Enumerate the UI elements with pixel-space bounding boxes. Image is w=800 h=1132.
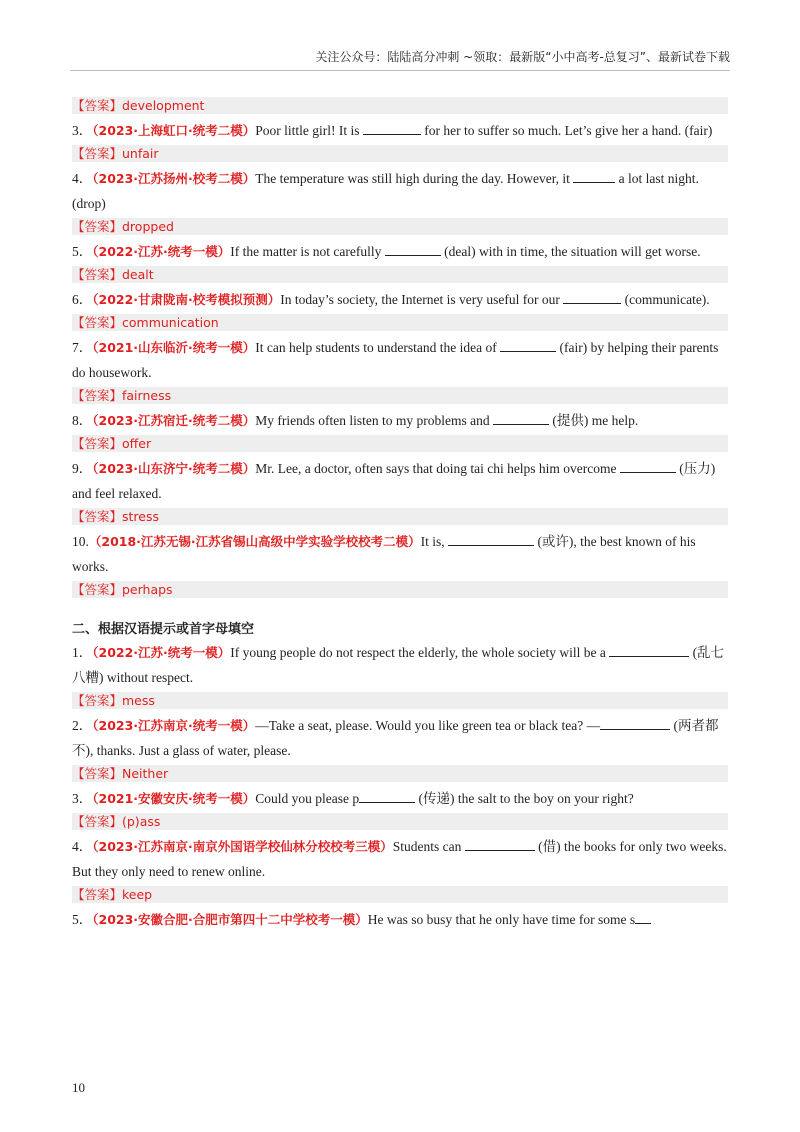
question-text: (传递) the salt to the boy on your right?: [415, 791, 634, 806]
answer-line: 【答案】fairness: [72, 387, 728, 404]
question-source: （2022·江苏·统考一模）: [92, 244, 231, 259]
question-source: （2022·江苏·统考一模）: [92, 645, 231, 660]
answer-line: 【答案】mess: [72, 692, 728, 709]
question-text: The temperature was still high during the day. However, it: [255, 171, 574, 186]
question-number: 9．: [72, 461, 93, 476]
question-text: Students can: [392, 839, 465, 854]
question-text: (借) the books for only two weeks. But they only need to renew online.: [72, 839, 727, 879]
answer-blank: [493, 412, 549, 425]
question-number: 3．: [72, 791, 93, 806]
question-item: [72, 335, 728, 385]
section-heading: 二、根据汉语提示或首字母填空: [72, 622, 255, 637]
answer-blank: [563, 291, 621, 304]
question-item: [72, 408, 728, 433]
question-item: [72, 239, 728, 264]
question-item: [72, 640, 728, 690]
document-body: [72, 95, 728, 932]
question-source: （2021·山东临沂·统考一模）: [92, 340, 256, 355]
question-text: (压力) and feel relaxed.: [72, 461, 716, 501]
question-text: —Take a seat, please. Would you like green tea or black tea? —: [255, 718, 601, 733]
question-text: for her to suffer so much. Let’s give her a hand. (fair): [420, 123, 713, 138]
answer-line: 【答案】unfair: [72, 145, 728, 162]
question-item: [72, 834, 728, 884]
question-text: (提供) me help.: [549, 413, 639, 428]
question-number: 1．: [72, 645, 93, 660]
question-number: 7．: [72, 340, 93, 355]
question-text: Could you please p: [255, 791, 360, 806]
answer-blank: [600, 717, 670, 730]
question-number: 5．: [72, 244, 93, 259]
page-number: 10: [72, 1080, 85, 1095]
answer-blank: [359, 790, 415, 803]
question-text: (两者都不), thanks. Just a glass of water, please.: [72, 718, 719, 758]
answer-line: 【答案】offer: [72, 435, 728, 452]
question-source: （2022·甘肃陇南·校考模拟预测）: [92, 292, 281, 307]
answer-blank: [500, 339, 556, 352]
question-item: [72, 786, 728, 811]
question-text: It is,: [420, 534, 449, 549]
answer-blank: [465, 838, 535, 851]
header-rule: [70, 70, 730, 71]
question-number: 2．: [72, 718, 93, 733]
answer-blank: [635, 911, 651, 924]
page-header: 关注公众号：陆陆高分冲刺 ~领取：最新版“小中高考-总复习”、最新试卷下载: [315, 50, 730, 64]
question-item: [72, 166, 728, 216]
question-item: [72, 118, 728, 143]
question-source: （2023·安徽合肥·合肥市第四十二中学校考一模）: [92, 912, 368, 927]
question-item: [72, 456, 728, 506]
answer-line: 【答案】dropped: [72, 218, 728, 235]
question-source: （2023·山东济宁·统考二模）: [92, 461, 256, 476]
question-item: [72, 529, 728, 579]
question-text: (fair) by helping their parents do housework.: [72, 340, 719, 380]
answer-blank: [448, 533, 534, 546]
question-text: (communicate).: [621, 292, 710, 307]
question-number: 4．: [72, 839, 93, 854]
question-number: 5．: [72, 912, 93, 927]
question-text: If the matter is not carefully: [230, 244, 385, 259]
question-source: （2023·江苏南京·统考一模）: [92, 718, 256, 733]
question-number: 3．: [72, 123, 93, 138]
question-source: （2018·江苏无锡·江苏省锡山高级中学实验学校校考二模）: [88, 534, 421, 549]
question-source: （2023·上海虹口·统考二模）: [92, 123, 256, 138]
question-source: （2023·江苏扬州·校考二模）: [92, 171, 256, 186]
question-source: （2021·安徽安庆·统考一模）: [92, 791, 256, 806]
answer-line: 【答案】stress: [72, 508, 728, 525]
question-text: If young people do not respect the elderly, the whole society will be a: [230, 645, 610, 660]
question-text: He was so busy that he only have time for some s: [367, 912, 636, 927]
question-text: (deal) with in time, the situation will get worse.: [440, 244, 701, 259]
question-number: 8．: [72, 413, 93, 428]
question-text: Poor little girl! It is: [255, 123, 363, 138]
question-text: It can help students to understand the idea of: [255, 340, 501, 355]
answer-blank: [573, 170, 615, 183]
answer-blank: [620, 460, 676, 473]
answer-line: 【答案】development: [72, 97, 728, 114]
question-source: （2023·江苏宿迁·统考二模）: [92, 413, 256, 428]
question-number: 4．: [72, 171, 93, 186]
question-text: (乱七八糟) without respect.: [72, 645, 725, 685]
answer-line: 【答案】(p)ass: [72, 813, 728, 830]
question-item: [72, 713, 728, 763]
question-source: （2023·江苏南京·南京外国语学校仙林分校校考三模）: [92, 839, 393, 854]
question-number: 6．: [72, 292, 93, 307]
question-item: [72, 907, 728, 932]
question-text: (或许), the best known of his works.: [72, 534, 696, 574]
answer-line: 【答案】communication: [72, 314, 728, 331]
question-text: Mr. Lee, a doctor, often says that doing tai chi helps him overcome: [255, 461, 620, 476]
answer-blank: [385, 243, 441, 256]
question-text: My friends often listen to my problems and: [255, 413, 494, 428]
answer-line: 【答案】perhaps: [72, 581, 728, 598]
answer-line: 【答案】Neither: [72, 765, 728, 782]
question-text: In today’s society, the Internet is very useful for our: [280, 292, 564, 307]
answer-blank: [363, 122, 421, 135]
question-text: a lot last night. (drop): [72, 171, 699, 211]
question-item: [72, 287, 728, 312]
answer-line: 【答案】dealt: [72, 266, 728, 283]
answer-blank: [609, 644, 689, 657]
question-number: 10.: [72, 534, 89, 549]
answer-line: 【答案】keep: [72, 886, 728, 903]
